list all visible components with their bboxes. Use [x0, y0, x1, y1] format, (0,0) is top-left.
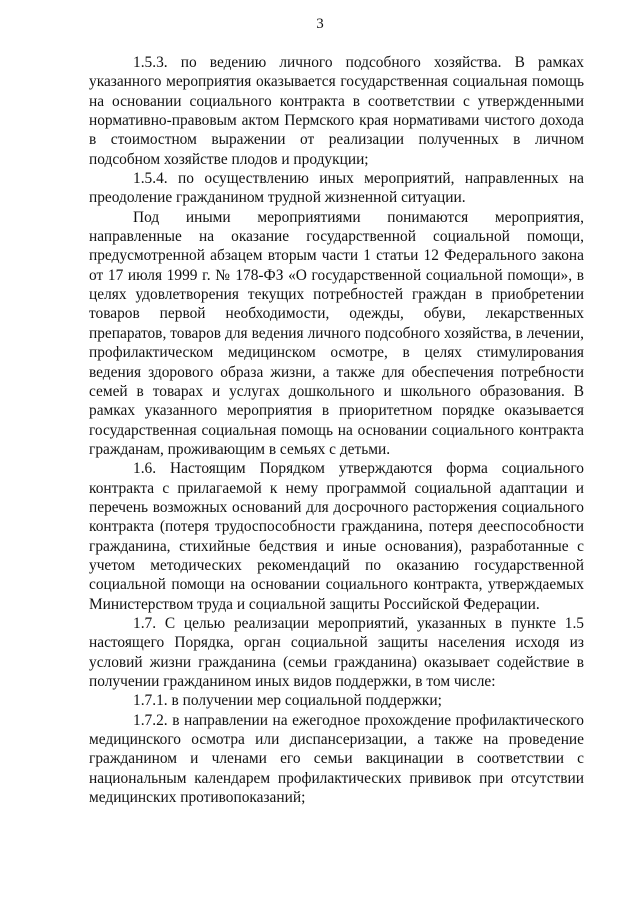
paragraph-1-5-3: 1.5.3. по ведению личного подсобного хозяйства. В рамках указанного мероприятия оказывается государственная социальная помощь на основании социального контракта в соответствии с утвержденными нормативно-правовым актом Пермского края нормативами чистого дохода в стоимостном выражении от реализации полученных в личном подсобном хозяйстве плодов и продукции; — [89, 54, 584, 168]
document-body — [89, 53, 584, 807]
paragraph-1-7-1: 1.7.1. в получении мер социальной поддержки; — [133, 692, 442, 710]
paragraph-1-7-2: 1.7.2. в направлении на ежегодное прохождение профилактического медицинского осмотра или диспансеризации, а также на проведение гражданином и членами его семьи вакцинации в соответствии с национальным календарем профилактических прививок при отсутствии медицинских противопоказаний; — [89, 711, 584, 807]
page-number: 3 — [316, 16, 324, 32]
paragraph-other-measures: Под иными мероприятиями понимаются мероприятия, направленные на оказание государственной социальной помощи, предусмотренной абзацем вторым части 1 статьи 12 Федерального закона от 17 июля 1999 г. № 178-ФЗ «О государственной социальной помощи», в целях удовлетворения текущих потребностей граждан в приобретении товаров первой необходимости, одежды, обуви, лекарственных препаратов, товаров для ведения личного подсобного хозяйства, в лечении, профилактическом медицинском осмотре, в целях стимулирования ведения здорового образа жизни, а также для обеспечения потребности семей в товарах и услугах дошкольного и школьного образования. В рамках указанного мероприятия в приоритетном порядке оказывается государственная социальная помощь на основании социального контракта гражданам, проживающим в семьях с детьми. — [89, 208, 584, 458]
paragraph-1-5-4: 1.5.4. по осуществлению иных мероприятий, направленных на преодоление гражданином трудной жизненной ситуации. — [89, 170, 584, 207]
paragraph-1-7: 1.7. С целью реализации мероприятий, указанных в пункте 1.5 настоящего Порядка, орган социальной защиты населения исходя из условий жизни гражданина (семьи гражданина) оказывает содействие в получении гражданином иных видов поддержки, в том числе: — [89, 614, 584, 690]
paragraph-1-6: 1.6. Настоящим Порядком утверждаются форма социального контракта с прилагаемой к нему программой социальной адаптации и перечень возможных оснований для досрочного расторжения социального контракта (потеря трудоспособности гражданина, потеря дееспособности гражданина, стихийные бедствия и иные основания), разработанные с учетом методических рекомендаций по оказанию государственной социальной помощи на основании социального контракта, утверждаемых Министерством труда и социальной защиты Российской Федерации. — [89, 460, 584, 613]
